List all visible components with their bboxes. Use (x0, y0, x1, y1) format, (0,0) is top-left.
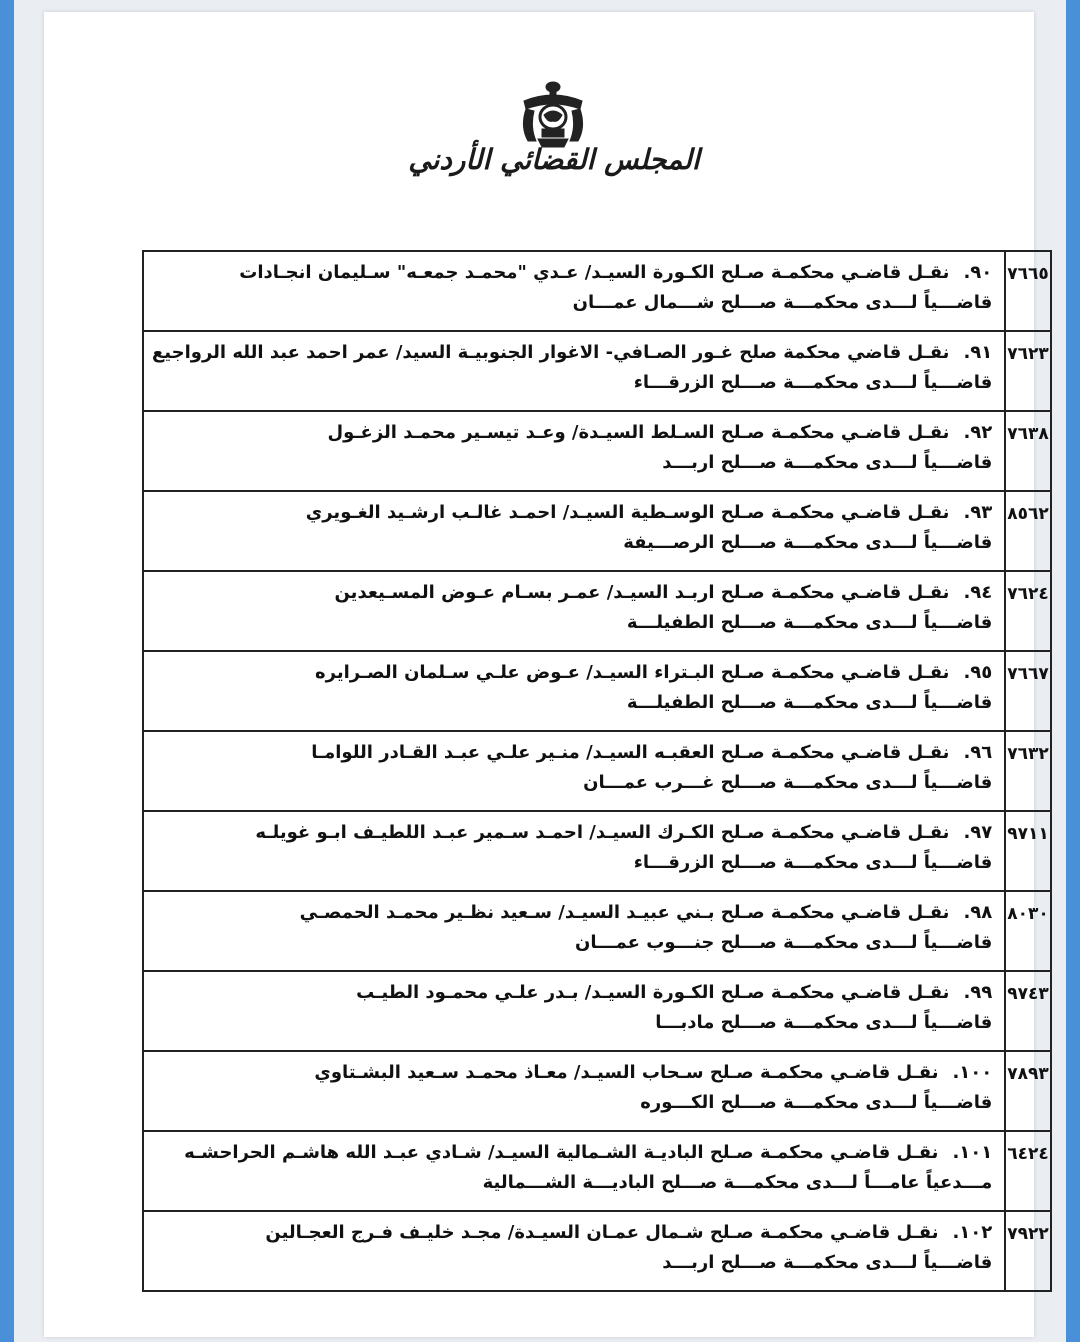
transfer-description: نقـل قاضـي محكمـة صـلح العقبـه السيـد/ منـير علـي عبـد القـادر اللوامـا (311, 742, 950, 763)
table-row (143, 411, 1051, 491)
record-code: ٧٨٩٣ (1005, 1051, 1051, 1131)
table-row (143, 1051, 1051, 1131)
transfer-description: نقـل قاضي محكمة صلح غـور الصـافي- الاغوار الجنوبيـة السيد/ عمر احمد عبد الله الرواجيع (152, 342, 950, 363)
item-index: ٩١. (963, 342, 993, 363)
council-name: المجلس القضائي الأردني (408, 143, 700, 176)
transfer-line-1 (152, 1218, 992, 1248)
transfer-destination: قاضـــياً لـــدى محكمـــة صـــلح الزرقـــاء (633, 852, 993, 873)
transfer-destination: قاضـــياً لـــدى محكمـــة صـــلح الرصـــيفة (623, 532, 993, 553)
transfer-text (143, 651, 1005, 731)
item-index: ٩٥. (963, 662, 993, 683)
transfer-text (143, 251, 1005, 331)
transfer-text (143, 1051, 1005, 1131)
record-code: ٧٦٣٢ (1005, 731, 1051, 811)
table-row (143, 251, 1051, 331)
item-index: ٩٩. (963, 982, 993, 1003)
record-code: ٨٥٦٢ (1005, 491, 1051, 571)
document-page (44, 12, 1049, 1337)
transfer-text (143, 811, 1005, 891)
transfer-destination: قاضـــياً لـــدى محكمـــة صـــلح غـــرب عمـــان (583, 772, 993, 793)
transfer-line-1 (152, 338, 992, 368)
jordan-coat-of-arms-icon (514, 79, 592, 149)
item-index: ٩٠. (963, 262, 993, 283)
transfer-line-1 (152, 658, 992, 688)
transfer-destination: قاضـــياً لـــدى محكمـــة صـــلح اربـــد (662, 1252, 993, 1273)
transfer-description: نقـل قاضـي محكمـة صـلح الكـورة السيـد/ بـدر علـي محمـود الطيـب (356, 982, 950, 1003)
transfer-destination: قاضـــياً لـــدى محكمـــة صـــلح شـــمال عمـــان (572, 292, 993, 313)
transfer-destination: قاضـــياً لـــدى محكمـــة صـــلح الطفيلـــة (626, 692, 993, 713)
transfer-description: نقـل قاضـي محكمـة صـلح الكـورة السيـد/ عـدي "محمـد جمعـه" سـليمان انجـادات (239, 262, 950, 283)
transfer-destination: قاضـــياً لـــدى محكمـــة صـــلح الطفيلـــة (626, 612, 993, 633)
item-index: ١٠٢. (952, 1222, 993, 1243)
transfer-description: نقـل قاضـي محكمـة صـلح الباديـة الشـمالية السيـد/ شـادي عبـد الله هاشـم الحراحشـه (184, 1142, 939, 1163)
record-code: ٧٦٣٨ (1005, 411, 1051, 491)
table-row (143, 811, 1051, 891)
transfer-line-1 (152, 578, 992, 608)
item-index: ٩٧. (963, 822, 993, 843)
transfer-line-1 (152, 818, 992, 848)
transfer-description: نقـل قاضـي محكمـة صـلح بـني عبيـد السيـد/ سـعيد نظـير محمـد الحمصـي (299, 902, 950, 923)
record-code: ٧٦٢٣ (1005, 331, 1051, 411)
table-row (143, 331, 1051, 411)
transfer-line-1 (152, 418, 992, 448)
transfer-text (143, 731, 1005, 811)
record-code: ٦٤٢٤ (1005, 1131, 1051, 1211)
transfer-destination: قاضـــياً لـــدى محكمـــة صـــلح الكـــوره (640, 1092, 993, 1113)
table-row (143, 971, 1051, 1051)
record-code: ٧٩٢٢ (1005, 1211, 1051, 1291)
transfer-line-1 (152, 738, 992, 768)
item-index: ٩٦. (963, 742, 993, 763)
transfer-destination: قاضـــياً لـــدى محكمـــة صـــلح مادبـــا (655, 1012, 993, 1033)
record-code: ٨٠٣٠ (1005, 891, 1051, 971)
transfer-line-1 (152, 978, 992, 1008)
document-header (44, 67, 1034, 207)
record-code: ٧٦٢٤ (1005, 571, 1051, 651)
item-index: ٩٣. (963, 502, 993, 523)
transfer-destination: قاضـــياً لـــدى محكمـــة صـــلح جنـــوب عمـــان (575, 932, 993, 953)
transfer-text (143, 971, 1005, 1051)
table-row (143, 1211, 1051, 1291)
transfer-destination: قاضـــياً لـــدى محكمـــة صـــلح اربـــد (662, 452, 993, 473)
record-code: ٩٧٤٣ (1005, 971, 1051, 1051)
transfer-description: نقـل قاضـي محكمـة صـلح شـمال عمـان السيـدة/ مجـد خليـف فـرج العجـالين (265, 1222, 939, 1243)
transfer-line-1 (152, 258, 992, 288)
record-code: ٩٧١١ (1005, 811, 1051, 891)
transfer-line-1 (152, 898, 992, 928)
transfer-text (143, 1211, 1005, 1291)
table-row (143, 651, 1051, 731)
transfer-text (143, 891, 1005, 971)
transfer-destination: قاضـــياً لـــدى محكمـــة صـــلح الزرقـــاء (633, 372, 993, 393)
transfers-table (142, 250, 1052, 1292)
transfer-line-1 (152, 1138, 992, 1168)
transfer-text (143, 411, 1005, 491)
transfer-description: نقـل قاضـي محكمـة صـلح سـحاب السيـد/ معـاذ محمـد سـعيد البشـتاوي (314, 1062, 939, 1083)
table-row (143, 1131, 1051, 1211)
transfer-text (143, 491, 1005, 571)
item-index: ٩٤. (963, 582, 993, 603)
transfer-destination: مـــدعياً عامـــاً لـــدى محكمـــة صـــلح الباديـــة الشـــمالية (482, 1172, 993, 1193)
table-row (143, 491, 1051, 571)
item-index: ١٠١. (952, 1142, 993, 1163)
record-code: ٧٦٦٧ (1005, 651, 1051, 731)
transfer-text (143, 331, 1005, 411)
item-index: ٩٢. (963, 422, 993, 443)
item-index: ٩٨. (963, 902, 993, 923)
transfer-line-1 (152, 498, 992, 528)
transfer-description: نقـل قاضـي محكمـة صـلح السـلط السيـدة/ وعـد تيسـير محمـد الزغـول (327, 422, 950, 443)
table-row (143, 891, 1051, 971)
transfer-description: نقـل قاضـي محكمـة صـلح الوسـطية السيـد/ احمـد غالـب ارشـيد الغـويري (305, 502, 950, 523)
table-row (143, 571, 1051, 651)
table-row (143, 731, 1051, 811)
item-index: ١٠٠. (952, 1062, 993, 1083)
transfer-description: نقـل قاضـي محكمـة صـلح البـتراء السيـد/ عـوض علـي سـلمان الصـرايره (315, 662, 950, 683)
transfer-description: نقـل قاضـي محكمـة صـلح اربـد السيـد/ عمـر بسـام عـوض المسـيعدين (334, 582, 950, 603)
transfer-text (143, 1131, 1005, 1211)
record-code: ٧٦٦٥ (1005, 251, 1051, 331)
transfer-text (143, 571, 1005, 651)
transfer-description: نقـل قاضـي محكمـة صـلح الكـرك السيـد/ احمـد سـمير عبـد اللطيـف ابـو غويلـه (255, 822, 950, 843)
transfer-line-1 (152, 1058, 992, 1088)
